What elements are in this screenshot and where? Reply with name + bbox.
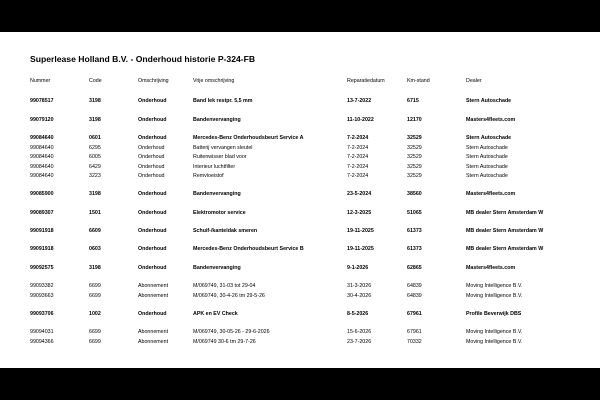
cell-vrije-omschrijving: M/069749, 30-4-26 tm 29-5-26 — [193, 292, 265, 299]
cell-nummer: 99084640 — [30, 173, 54, 179]
cell-omschrijving: Abonnement — [138, 283, 169, 289]
table-row — [0, 189, 600, 199]
cell-nummer: 99084640 — [30, 163, 54, 170]
column-header-nummer: Nummer — [30, 78, 51, 84]
cell-omschrijving: Onderhoud — [138, 311, 167, 317]
table-row — [0, 226, 600, 236]
table-row — [0, 208, 600, 218]
cell-dealer: Stern Autoschade — [466, 135, 512, 141]
column-header-vrije-omschrijving: Vrije omschrijving — [193, 78, 235, 84]
cell-dealer: Moving Intelligence B.V. — [466, 292, 523, 299]
cell-km-stand: 32529 — [407, 173, 422, 179]
column-header-km-stand: Km-stand — [407, 78, 430, 84]
cell-reparatiedatum: 30-4-2026 — [347, 292, 372, 299]
cell-code: 3198 — [89, 191, 101, 197]
cell-km-stand: 32529 — [407, 163, 422, 170]
cell-dealer: Moving Intelligence B.V. — [466, 329, 523, 335]
cell-vrije-omschrijving: Batterij vervangen sleutel — [193, 144, 253, 151]
cell-reparatiedatum: 19-11-2025 — [347, 228, 374, 234]
document-page — [0, 32, 600, 368]
cell-reparatiedatum: 23-7-2026 — [347, 338, 372, 345]
cell-omschrijving: Onderhoud — [138, 191, 167, 197]
cell-km-stand: 6715 — [407, 98, 419, 104]
cell-code: 0603 — [89, 246, 101, 252]
cell-code: 6699 — [89, 283, 101, 289]
cell-dealer: Stern Autoschade — [466, 163, 508, 170]
cell-code: 6699 — [89, 292, 101, 299]
table-row — [0, 327, 600, 337]
cell-vrije-omschrijving: M/069749 30-6 tm 29-7-26 — [193, 338, 256, 345]
cell-reparatiedatum: 7-2-2024 — [347, 135, 369, 141]
cell-reparatiedatum: 31-3-2026 — [347, 283, 372, 289]
cell-km-stand: 38560 — [407, 191, 422, 197]
cell-dealer: Stern Autoschade — [466, 154, 508, 160]
cell-vrije-omschrijving: Elektromotor service — [193, 210, 246, 216]
cell-omschrijving: Onderhoud — [138, 135, 167, 141]
cell-reparatiedatum: 7-2-2024 — [347, 173, 369, 179]
table-row — [0, 309, 600, 319]
cell-omschrijving: Abonnement — [138, 292, 169, 299]
cell-km-stand: 61373 — [407, 246, 422, 252]
cell-omschrijving: Onderhoud — [138, 228, 167, 234]
cell-vrije-omschrijving: APK en EV Check — [193, 311, 238, 317]
cell-km-stand: 64839 — [407, 283, 422, 289]
table-row — [0, 96, 600, 106]
cell-reparatiedatum: 8-5-2026 — [347, 311, 369, 317]
cell-nummer: 99089307 — [30, 210, 54, 216]
cell-vrije-omschrijving: Schuif-/kanteldak smeren — [193, 228, 258, 234]
cell-code: 6295 — [89, 144, 101, 151]
cell-vrije-omschrijving: Bandenvervanging — [193, 117, 241, 123]
table-row — [0, 115, 600, 125]
cell-reparatiedatum: 11-10-2022 — [347, 117, 374, 123]
table-header — [0, 76, 600, 86]
cell-reparatiedatum: 13-7-2022 — [347, 98, 372, 104]
cell-nummer: 99094366 — [30, 338, 54, 345]
cell-vrije-omschrijving: Remvloeistof — [193, 173, 224, 179]
column-header-reparatiedatum: Reparatiedatum — [347, 78, 385, 84]
cell-code: 6429 — [89, 163, 101, 170]
cell-vrije-omschrijving: Band lek restpr. 5,5 mm — [193, 98, 253, 104]
cell-dealer: MB dealer Stern Amsterdam W — [466, 246, 544, 252]
cell-dealer: Masters4fleets.com — [466, 265, 516, 271]
cell-reparatiedatum: 12-3-2025 — [347, 210, 372, 216]
cell-omschrijving: Onderhoud — [138, 98, 167, 104]
cell-omschrijving: Onderhoud — [138, 117, 167, 123]
table-row — [0, 263, 600, 273]
table-row — [0, 152, 600, 162]
cell-omschrijving: Abonnement — [138, 338, 169, 345]
cell-code: 1501 — [89, 210, 101, 216]
cell-nummer: 99093706 — [30, 311, 54, 317]
cell-code: 3198 — [89, 98, 101, 104]
cell-km-stand: 32529 — [407, 154, 422, 160]
cell-dealer: Masters4fleets.com — [466, 191, 516, 197]
column-header-code: Code — [89, 78, 102, 84]
cell-km-stand: 67961 — [407, 329, 422, 335]
cell-vrije-omschrijving: M/069749, 30-05-26 - 29-6-2026 — [193, 329, 270, 335]
cell-reparatiedatum: 7-2-2024 — [347, 154, 369, 160]
cell-dealer: MB dealer Stern Amsterdam W — [466, 210, 544, 216]
cell-omschrijving: Onderhoud — [138, 154, 165, 160]
cell-nummer: 99091918 — [30, 246, 54, 252]
cell-nummer: 99084640 — [30, 154, 54, 160]
column-header-dealer: Dealer — [466, 78, 482, 84]
table-row — [0, 143, 600, 153]
cell-omschrijving: Onderhoud — [138, 163, 165, 170]
table-row — [0, 162, 600, 172]
cell-reparatiedatum: 7-2-2024 — [347, 163, 369, 170]
cell-omschrijving: Abonnement — [138, 329, 169, 335]
cell-nummer: 99092575 — [30, 265, 54, 271]
cell-code: 3223 — [89, 173, 101, 179]
cell-dealer: Stern Autoschade — [466, 173, 508, 179]
cell-dealer: Moving Intelligence B.V. — [466, 283, 523, 289]
cell-code: 3198 — [89, 265, 101, 271]
cell-nummer: 99084640 — [30, 144, 54, 151]
cell-km-stand: 51065 — [407, 210, 422, 216]
cell-omschrijving: Onderhoud — [138, 210, 167, 216]
cell-omschrijving: Onderhoud — [138, 173, 165, 179]
cell-code: 0601 — [89, 135, 101, 141]
table-row — [0, 133, 600, 143]
cell-code: 6609 — [89, 228, 101, 234]
cell-nummer: 99084640 — [30, 135, 54, 141]
cell-dealer: Stern Autoschade — [466, 98, 512, 104]
cell-km-stand: 62865 — [407, 265, 422, 271]
cell-code: 6699 — [89, 338, 101, 345]
cell-code: 3198 — [89, 117, 101, 123]
cell-reparatiedatum: 15-6-2026 — [347, 329, 372, 335]
column-header-omschrijving: Omschrijving — [138, 78, 169, 84]
cell-km-stand: 61373 — [407, 228, 422, 234]
cell-reparatiedatum: 23-5-2024 — [347, 191, 372, 197]
cell-reparatiedatum: 9-1-2026 — [347, 265, 369, 271]
cell-nummer: 99093663 — [30, 292, 54, 299]
cell-km-stand: 67961 — [407, 311, 422, 317]
cell-code: 1002 — [89, 311, 101, 317]
cell-nummer: 99093382 — [30, 283, 54, 289]
cell-nummer: 99091918 — [30, 228, 54, 234]
cell-omschrijving: Onderhoud — [138, 265, 167, 271]
cell-dealer: MB dealer Stern Amsterdam W — [466, 228, 544, 234]
cell-km-stand: 32529 — [407, 144, 422, 151]
cell-nummer: 99085900 — [30, 191, 54, 197]
cell-vrije-omschrijving: Ruitenwisser blad voor — [193, 154, 247, 160]
cell-code: 6005 — [89, 154, 101, 160]
cell-vrije-omschrijving: Bandenvervanging — [193, 191, 241, 197]
cell-km-stand: 70332 — [407, 338, 422, 345]
cell-km-stand: 32529 — [407, 135, 422, 141]
table-row — [0, 171, 600, 181]
table-row — [0, 281, 600, 291]
cell-omschrijving: Onderhoud — [138, 246, 167, 252]
page-title: Superlease Holland B.V. - Onderhoud historie P-324-FB — [30, 54, 256, 64]
cell-dealer: Masters4fleets.com — [466, 117, 516, 123]
table-row — [0, 291, 600, 301]
cell-km-stand: 64839 — [407, 292, 422, 299]
cell-nummer: 99094031 — [30, 329, 54, 335]
cell-vrije-omschrijving: Bandenvervanging — [193, 265, 241, 271]
cell-vrije-omschrijving: Mercedes-Benz Onderhoudsbeurt Service A — [193, 135, 304, 141]
table-row — [0, 244, 600, 254]
cell-dealer: Stern Autoschade — [466, 144, 508, 151]
cell-nummer: 99079120 — [30, 117, 54, 123]
cell-nummer: 99078517 — [30, 98, 54, 104]
cell-omschrijving: Onderhoud — [138, 144, 165, 151]
cell-reparatiedatum: 19-11-2025 — [347, 246, 374, 252]
cell-vrije-omschrijving: M/069749, 31-03 tot 29-04 — [193, 283, 256, 289]
cell-dealer: Moving Intelligence B.V. — [466, 338, 523, 345]
cell-vrije-omschrijving: Mercedes-Benz Onderhoudsbeurt Service B — [193, 246, 304, 252]
cell-vrije-omschrijving: Interieur luchtfilter — [193, 163, 236, 170]
cell-km-stand: 12170 — [407, 117, 422, 123]
cell-dealer: Profile Beverwijk DBS — [466, 311, 522, 317]
cell-reparatiedatum: 7-2-2024 — [347, 144, 369, 151]
table-row — [0, 337, 600, 347]
cell-code: 6699 — [89, 329, 101, 335]
